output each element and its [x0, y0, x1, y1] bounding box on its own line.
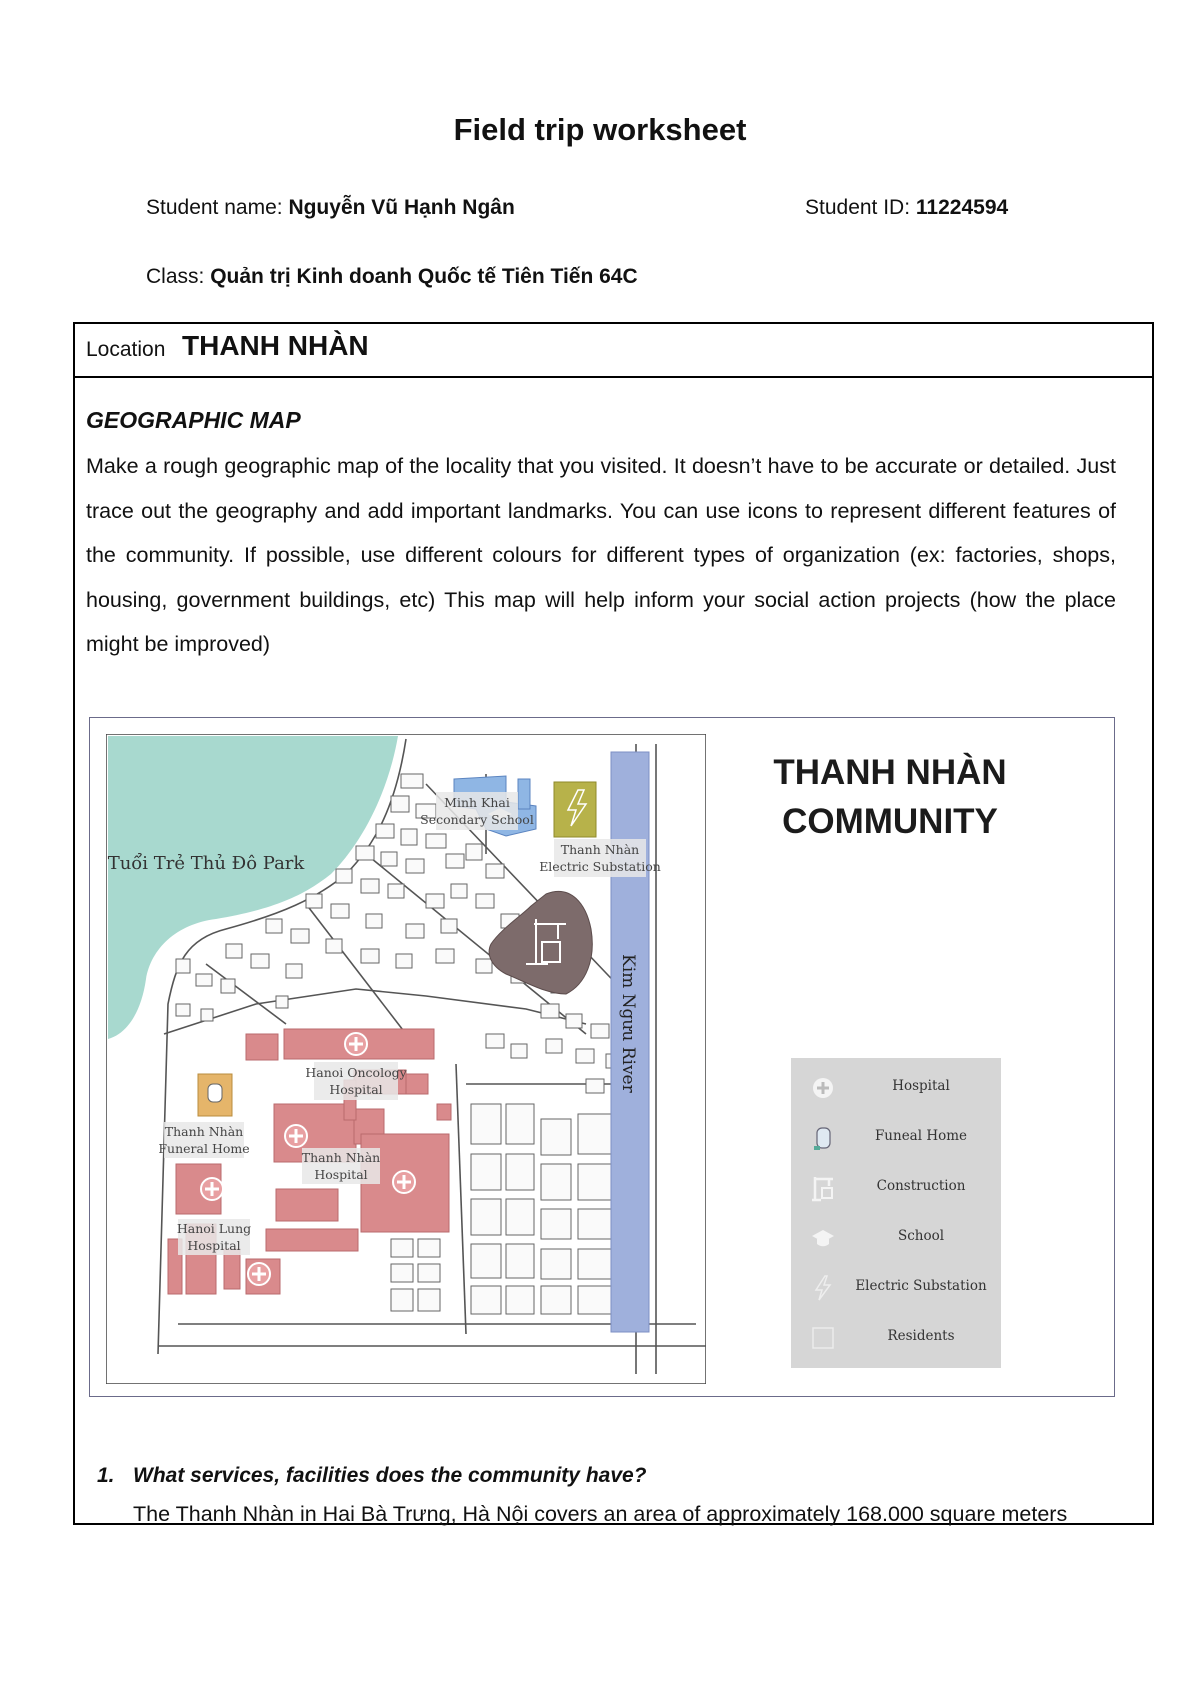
- school-annex: [518, 779, 530, 809]
- location-label: Location: [86, 338, 166, 361]
- label-lung-hospital-line1: Hanoi Lung: [176, 1221, 252, 1236]
- map-heading-line2: COMMUNITY: [782, 802, 998, 841]
- school-icon: [809, 1224, 837, 1252]
- student-id-label: Student ID:: [805, 196, 911, 219]
- legend-label: Residents: [887, 1328, 955, 1344]
- legend-item-electric-substation: [791, 1268, 1001, 1308]
- location-value: THANH NHÀN: [182, 330, 369, 361]
- geographic-map-figure: [89, 717, 1115, 1397]
- electric-substation-icon: [809, 1274, 837, 1302]
- map-heading: [726, 748, 1054, 846]
- map-heading-line1: THANH NHÀN: [773, 753, 1007, 792]
- location-row: [75, 324, 1152, 378]
- map-drawing: [106, 734, 706, 1384]
- label-lung-hospital-line2: Hospital: [187, 1238, 241, 1253]
- label-school-line1: Minh Khai: [444, 795, 510, 810]
- construction-icon: [809, 1174, 837, 1202]
- map-legend: [791, 1058, 1001, 1368]
- student-name-field: [146, 196, 515, 220]
- class-label: Class:: [146, 265, 205, 288]
- question-number: 1.: [97, 1464, 115, 1487]
- student-name-value: Nguyễn Vũ Hạnh Ngân: [288, 196, 515, 219]
- student-id-value: 11224594: [915, 196, 1009, 219]
- label-oncology-line2: Hospital: [329, 1082, 383, 1097]
- label-funeral-line2: Funeral Home: [158, 1141, 250, 1156]
- student-name-label: Student name:: [146, 196, 283, 219]
- page-title: Field trip worksheet: [453, 112, 747, 147]
- legend-label: Funeal Home: [874, 1128, 968, 1144]
- question-1: [97, 1464, 647, 1488]
- legend-label: School: [897, 1228, 945, 1244]
- funeral-home-icon: [809, 1124, 837, 1152]
- class-field: [146, 265, 638, 289]
- label-thanhnhan-hospital-line2: Hospital: [314, 1167, 368, 1182]
- question-text: What services, facilities does the community have?: [133, 1464, 647, 1487]
- legend-label: Hospital: [892, 1078, 950, 1094]
- legend-item-construction: [791, 1168, 1001, 1208]
- answer-1: The Thanh Nhàn in Hai Bà Trưng, Hà Nội covers an area of approximately 168.000 square meters: [133, 1502, 1068, 1526]
- legend-item-funeral-home: [791, 1118, 1001, 1158]
- class-value: Quản trị Kinh doanh Quốc tế Tiên Tiến 64C: [210, 265, 638, 288]
- legend-item-school: [791, 1218, 1001, 1258]
- label-school-line2: Secondary School: [420, 812, 534, 827]
- legend-item-residents: [791, 1318, 1001, 1358]
- section-title: GEOGRAPHIC MAP: [86, 407, 301, 433]
- label-river: Kim Ngưu River: [618, 954, 638, 1093]
- residents-icon: [809, 1324, 837, 1352]
- label-park: Tuổi Trẻ Thủ Đô Park: [107, 853, 305, 874]
- hospital-icon: [809, 1074, 837, 1102]
- label-substation-line2: Electric Substation: [539, 859, 661, 874]
- legend-label: Electric Substation: [855, 1278, 987, 1294]
- label-thanhnhan-hospital-line1: Thanh Nhàn: [301, 1150, 381, 1165]
- label-oncology-line1: Hanoi Oncology: [305, 1065, 407, 1080]
- legend-item-hospital: [791, 1068, 1001, 1108]
- label-funeral-line1: Thanh Nhàn: [164, 1124, 244, 1139]
- worksheet-table: [73, 322, 1154, 1525]
- map-funeral-marker: [208, 1084, 222, 1102]
- student-id-field: [805, 196, 1008, 220]
- legend-label: Construction: [876, 1178, 966, 1194]
- instructions-paragraph: Make a rough geographic map of the locality that you visited. It doesn’t have to be accurate or detailed. Just trace out the geography and add important landmarks. You can use icons to represent different features of the community. If possible, use different colours for different types of organization (ex: factories, shops, housing, government buildings, etc) This map will help inform your social action projects (how the place might be improved): [86, 454, 1116, 656]
- label-substation-line1: Thanh Nhàn: [560, 842, 640, 857]
